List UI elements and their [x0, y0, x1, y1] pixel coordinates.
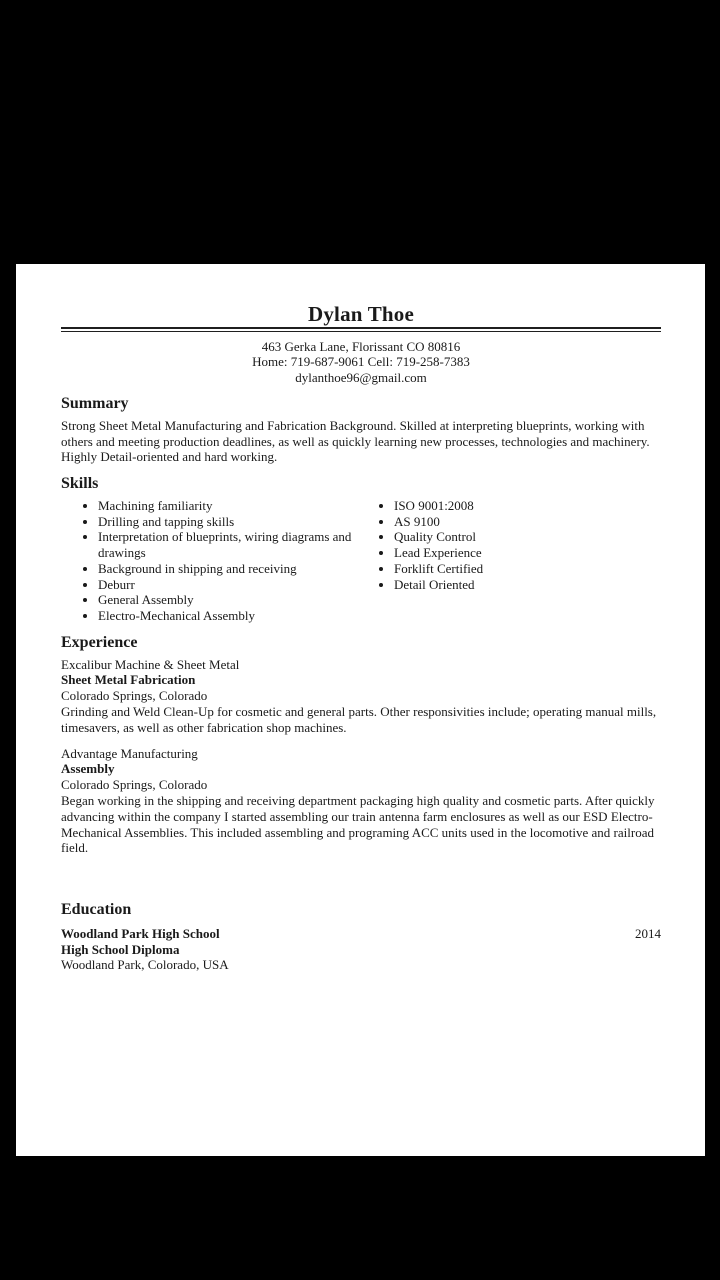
skill-item: • ISO 9001:2008 — [394, 498, 661, 514]
job-company: Advantage Manufacturing — [61, 745, 198, 761]
section-education — [61, 901, 661, 973]
section-experience — [61, 634, 661, 857]
education-year: 2014 — [635, 926, 661, 942]
skills-list-right — [380, 498, 661, 624]
education-school: Woodland Park High School — [61, 926, 220, 942]
education-location: Woodland Park, Colorado, USA — [61, 957, 229, 973]
job-position: Assembly — [61, 761, 115, 777]
skills-list-left — [61, 498, 380, 624]
experience-entry — [61, 657, 661, 736]
contact-email: dylanthoe96@gmail.com — [295, 369, 427, 385]
job-company: Excalibur Machine & Sheet Metal — [61, 656, 240, 672]
skill-item: • Interpretation of blueprints, wiring diagrams and drawings — [98, 529, 380, 560]
resume-page — [16, 264, 705, 1156]
summary-heading: Summary — [61, 394, 129, 412]
skill-item: • General Assembly — [98, 592, 380, 608]
experience-entry — [61, 746, 661, 857]
contact-block — [61, 339, 661, 385]
header-double-rule — [61, 327, 661, 332]
skill-item: • Drilling and tapping skills — [98, 514, 380, 530]
skill-item: • Detail Oriented — [394, 577, 661, 593]
skill-item: • Machining familiarity — [98, 498, 380, 514]
education-heading: Education — [61, 901, 132, 919]
skills-columns — [61, 498, 661, 624]
contact-address: 463 Gerka Lane, Florissant CO 80816 — [261, 339, 461, 354]
job-description: Grinding and Weld Clean-Up for cosmetic and general parts. Other responsivities include; operating manual mills, timesavers, as well as other fabrication shop machines. — [61, 704, 657, 735]
skill-item: • AS 9100 — [394, 514, 661, 530]
skills-heading: Skills — [61, 475, 99, 492]
skill-item: • Deburr — [98, 577, 380, 593]
job-location: Colorado Springs, Colorado — [61, 688, 208, 704]
skill-item: • Electro-Mechanical Assembly — [98, 608, 380, 624]
experience-heading: Experience — [61, 633, 138, 651]
skill-item: • Quality Control — [394, 529, 661, 545]
education-degree: High School Diploma — [61, 941, 180, 957]
job-description: Began working in the shipping and receiving department packaging high quality and cosmetic parts. After quickly advancing within the company I started assembling our train antenna farm enclosures as well as our ESD Electro-Mechanical Assemblies. This included assembling and programing ACC units used in the locomotive and railroad field. — [61, 793, 655, 856]
resume-name: Dylan Thoe — [307, 302, 415, 326]
skill-item: • Lead Experience — [394, 545, 661, 561]
skill-item: • Forklift Certified — [394, 561, 661, 577]
section-summary — [61, 395, 661, 465]
education-school-row — [61, 926, 661, 942]
job-position: Sheet Metal Fabrication — [61, 672, 196, 688]
contact-phones: Home: 719-687-9061 Cell: 719-258-7383 — [252, 354, 470, 370]
job-location: Colorado Springs, Colorado — [61, 777, 208, 793]
section-skills — [61, 475, 661, 624]
summary-text: Strong Sheet Metal Manufacturing and Fabrication Background. Skilled at interpreting blueprints, working with others and meeting production deadlines, as well as quickly learning new processes, technologies and machinery. Highly Detail-oriented and hard working. — [61, 417, 650, 465]
skill-item: • Background in shipping and receiving — [98, 561, 380, 577]
